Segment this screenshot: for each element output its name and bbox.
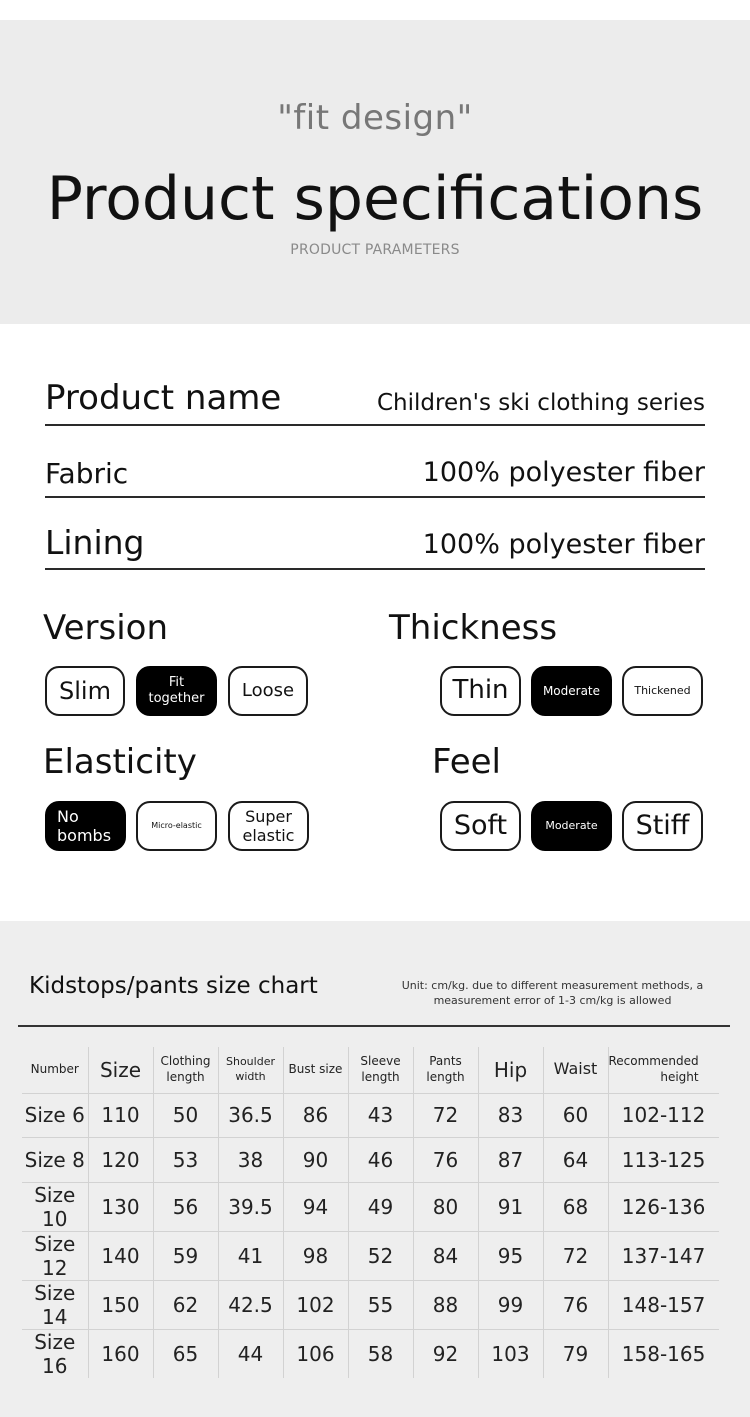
table-cell: 160: [88, 1329, 153, 1378]
table-cell: 79: [543, 1329, 608, 1378]
table-cell: 158-165: [608, 1329, 719, 1378]
table-cell: 140: [88, 1231, 153, 1280]
thickness-title: Thickness: [389, 608, 558, 648]
table-row: [22, 1280, 719, 1329]
table-cell: 99: [478, 1280, 543, 1329]
size-chart-section: [0, 921, 750, 1417]
table-cell: 59: [153, 1231, 218, 1280]
row-size-label: Size 14: [22, 1280, 88, 1329]
table-cell: 126-136: [608, 1182, 719, 1231]
spec-row-product-name: [45, 372, 705, 426]
column-header: Recommended height: [608, 1047, 719, 1093]
table-row: [22, 1329, 719, 1378]
table-cell: 150: [88, 1280, 153, 1329]
table-cell: 76: [413, 1138, 478, 1183]
row-size-label: Size 12: [22, 1231, 88, 1280]
version-option-fit-together[interactable]: Fit together: [136, 666, 217, 716]
version-title: Version: [43, 608, 169, 648]
spec-row-fabric: [45, 446, 705, 498]
table-cell: 95: [478, 1231, 543, 1280]
table-row: [22, 1138, 719, 1183]
column-header: Pants length: [413, 1047, 478, 1093]
version-option-loose[interactable]: Loose: [228, 666, 308, 716]
params-label: PRODUCT PARAMETERS: [290, 242, 460, 258]
thickness-option-thin[interactable]: Thin: [440, 666, 521, 716]
table-cell: 110: [88, 1093, 153, 1138]
spec-value: 100% polyester fiber: [422, 529, 705, 560]
table-cell: 44: [218, 1329, 283, 1378]
thickness-option-thickened[interactable]: Thickened: [622, 666, 703, 716]
feel-title: Feel: [432, 742, 501, 782]
feel-option-moderate[interactable]: Moderate: [531, 801, 612, 851]
table-cell: 148-157: [608, 1280, 719, 1329]
column-header: Size: [88, 1047, 153, 1093]
table-cell: 72: [543, 1231, 608, 1280]
table-cell: 50: [153, 1093, 218, 1138]
column-header: Shoulder width: [218, 1047, 283, 1093]
table-cell: 39.5: [218, 1182, 283, 1231]
table-cell: 76: [543, 1280, 608, 1329]
elasticity-option-no-bombs[interactable]: No bombs: [45, 801, 126, 851]
table-cell: 65: [153, 1329, 218, 1378]
table-cell: 46: [348, 1138, 413, 1183]
table-cell: 102-112: [608, 1093, 719, 1138]
table-cell: 130: [88, 1182, 153, 1231]
feel-option-stiff[interactable]: Stiff: [622, 801, 703, 851]
table-cell: 88: [413, 1280, 478, 1329]
spec-label: Lining: [45, 523, 145, 562]
spec-value: Children's ski clothing series: [376, 390, 705, 416]
feel-option-soft[interactable]: Soft: [440, 801, 521, 851]
table-cell: 102: [283, 1280, 348, 1329]
column-header: Clothing length: [153, 1047, 218, 1093]
table-cell: 68: [543, 1182, 608, 1231]
version-option-slim[interactable]: Slim: [45, 666, 125, 716]
table-cell: 91: [478, 1182, 543, 1231]
table-cell: 58: [348, 1329, 413, 1378]
table-cell: 113-125: [608, 1138, 719, 1183]
table-cell: 56: [153, 1182, 218, 1231]
row-size-label: Size 6: [22, 1093, 88, 1138]
table-cell: 103: [478, 1329, 543, 1378]
table-cell: 83: [478, 1093, 543, 1138]
column-header: Waist: [543, 1047, 608, 1093]
table-cell: 49: [348, 1182, 413, 1231]
table-cell: 53: [153, 1138, 218, 1183]
table-row: [22, 1231, 719, 1280]
column-header: Hip: [478, 1047, 543, 1093]
table-cell: 62: [153, 1280, 218, 1329]
header-subtitle: "fit design": [277, 98, 473, 138]
table-cell: 60: [543, 1093, 608, 1138]
table-cell: 55: [348, 1280, 413, 1329]
column-header: Sleeve length: [348, 1047, 413, 1093]
column-header: Bust size: [283, 1047, 348, 1093]
spec-label: Fabric: [45, 457, 129, 490]
table-cell: 72: [413, 1093, 478, 1138]
table-cell: 36.5: [218, 1093, 283, 1138]
table-cell: 92: [413, 1329, 478, 1378]
table-cell: 64: [543, 1138, 608, 1183]
elasticity-title: Elasticity: [43, 742, 197, 782]
table-row: [22, 1182, 719, 1231]
table-cell: 42.5: [218, 1280, 283, 1329]
table-cell: 94: [283, 1182, 348, 1231]
spec-label: Product name: [45, 378, 282, 418]
thickness-option-moderate[interactable]: Moderate: [531, 666, 612, 716]
table-cell: 98: [283, 1231, 348, 1280]
elasticity-option-super-elastic[interactable]: Super elastic: [228, 801, 309, 851]
table-cell: 41: [218, 1231, 283, 1280]
table-cell: 87: [478, 1138, 543, 1183]
table-cell: 43: [348, 1093, 413, 1138]
spec-row-lining: [45, 518, 705, 570]
table-cell: 84: [413, 1231, 478, 1280]
table-cell: 120: [88, 1138, 153, 1183]
table-cell: 137-147: [608, 1231, 719, 1280]
table-cell: 86: [283, 1093, 348, 1138]
page-title: Product specifications: [46, 164, 704, 234]
spec-value: 100% polyester fiber: [422, 457, 705, 488]
column-header: Number: [30, 1061, 79, 1076]
row-size-label: Size 16: [22, 1329, 88, 1378]
table-cell: 80: [413, 1182, 478, 1231]
table-cell: 38: [218, 1138, 283, 1183]
table-row: [22, 1093, 719, 1138]
row-size-label: Size 10: [22, 1182, 88, 1231]
table-cell: 106: [283, 1329, 348, 1378]
size-chart-title: Kidstops/pants size chart: [29, 973, 318, 999]
elasticity-option-micro-elastic[interactable]: Micro-elastic: [136, 801, 217, 851]
table-cell: 90: [283, 1138, 348, 1183]
table-header-row: [22, 1047, 719, 1093]
divider: [18, 1025, 730, 1027]
table-cell: 52: [348, 1231, 413, 1280]
unit-note: Unit: cm/kg. due to different measurement methods, a measurement error of 1-3 cm/kg is allowed: [401, 979, 704, 1007]
size-table: [22, 1047, 719, 1378]
row-size-label: Size 8: [22, 1138, 88, 1183]
header-banner: [0, 20, 750, 324]
